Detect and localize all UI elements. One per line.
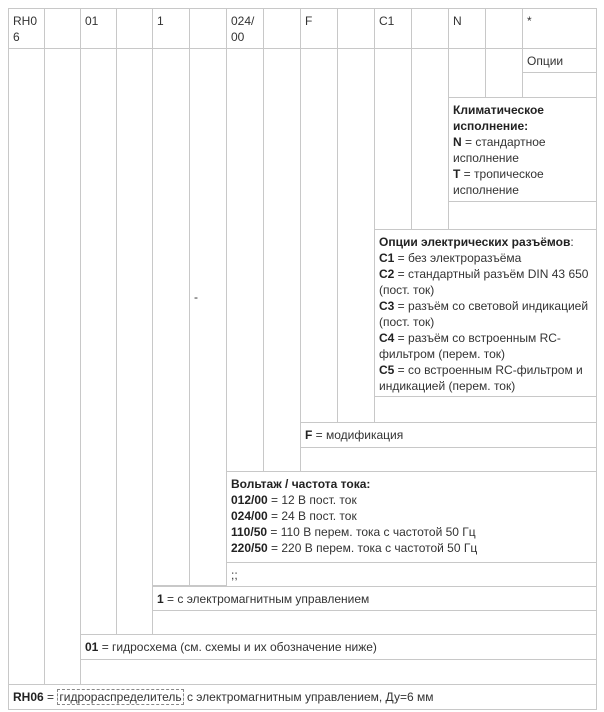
modification-text: = модификация <box>312 428 404 442</box>
electrical-item: C5 = со встроенным RC-фильтром и индикацией (перем. ток) <box>379 363 583 393</box>
climate-description <box>448 97 597 202</box>
header-cell-spacer-6 <box>411 8 449 49</box>
control-code-label: 1 <box>157 592 164 606</box>
hydro-code: 01 <box>85 14 99 28</box>
voltage-extra: ;; <box>231 568 238 582</box>
electrical-item: C2 = стандартный разъём DIN 43 650 (пост. ток) <box>379 267 589 297</box>
electrical-description <box>374 229 597 397</box>
control-text: = с электромагнитным управлением <box>163 592 370 606</box>
control-description <box>152 586 597 611</box>
voltage-title: Вольтаж / частота тока: <box>231 477 371 491</box>
hydro-text: = гидросхема (см. схемы и их обозначение ниже) <box>98 640 377 654</box>
connector-hydro-spacer <box>116 48 153 635</box>
header-cell-spacer-7 <box>485 8 523 49</box>
series-code: RH06 <box>13 14 38 44</box>
connector-hydro <box>80 48 117 635</box>
header-cell-options <box>522 8 597 49</box>
modification-code: F <box>305 14 313 28</box>
voltage-extra-cell <box>226 562 597 587</box>
voltage-code: 024/00 <box>231 14 255 44</box>
connector-electrical-spacer <box>411 48 449 230</box>
voltage-item: 110/50 = 110 В перем. тока с частотой 50 Гц <box>231 525 476 539</box>
electrical-title-line: Опции электрических разъёмов: <box>379 235 574 249</box>
electrical-item: C3 = разъём со световой индикацией (пост. ток) <box>379 299 589 329</box>
voltage-item: 012/00 = 12 В пост. ток <box>231 493 357 507</box>
voltage-item: 024/00 = 24 В пост. ток <box>231 509 357 523</box>
header-cell-hydro <box>80 8 117 49</box>
series-link[interactable]: гидрораспределитель <box>59 690 182 704</box>
climate-code: N <box>453 14 462 28</box>
options-blank-cell <box>522 72 597 98</box>
modification-description <box>300 422 597 448</box>
options-label-cell <box>522 48 597 73</box>
header-cell-climate <box>448 8 486 49</box>
connector-series <box>8 48 45 685</box>
header-cell-series <box>8 8 45 49</box>
series-code-label: RH06 <box>13 690 44 704</box>
connector-voltage-spacer <box>263 48 301 472</box>
electrical-title: Опции электрических разъёмов <box>379 235 571 249</box>
options-code: * <box>527 14 532 28</box>
header-cell-spacer-3 <box>189 8 227 49</box>
connector-climate-spacer <box>485 48 523 98</box>
header-cell-control <box>152 8 190 49</box>
electrical-blank-cell <box>374 396 597 423</box>
climate-title: Климатическое исполнение: <box>453 103 544 133</box>
separator-dash: - <box>194 290 198 304</box>
connector-separator <box>189 48 227 586</box>
modification-code-label: F <box>305 428 313 442</box>
hydro-description <box>80 634 597 660</box>
voltage-description <box>226 471 597 563</box>
header-cell-voltage <box>226 8 264 49</box>
header-cell-spacer-2 <box>116 8 153 49</box>
control-code: 1 <box>157 14 164 28</box>
header-cell-spacer-1 <box>44 8 81 49</box>
voltage-item: 220/50 = 220 В перем. тока с частотой 50 Гц <box>231 541 478 555</box>
climate-blank-cell <box>448 201 597 230</box>
connector-modification <box>300 48 338 423</box>
header-cell-modification <box>300 8 338 49</box>
connector-control <box>152 48 190 586</box>
electrical-item: C1 = без электроразъёма <box>379 251 522 265</box>
header-cell-spacer-5 <box>337 8 375 49</box>
connector-modification-spacer <box>337 48 375 423</box>
climate-item: T = тропическое исполнение <box>453 167 544 197</box>
connector-voltage <box>226 48 264 472</box>
header-cell-electrical <box>374 8 412 49</box>
series-text: с электромагнитным управлением, Ду=6 мм <box>183 690 434 704</box>
electrical-item: C4 = разъём со встроенным RC-фильтром (перем. ток) <box>379 331 561 361</box>
climate-item: N = стандартное исполнение <box>453 135 546 165</box>
header-cell-spacer-4 <box>263 8 301 49</box>
electrical-code: C1 <box>379 14 395 28</box>
hydro-blank-cell <box>80 659 597 685</box>
series-description <box>8 684 597 710</box>
control-blank-cell <box>152 610 597 635</box>
connector-climate <box>448 48 486 98</box>
hydro-code-label: 01 <box>85 640 99 654</box>
connector-series-spacer <box>44 48 81 685</box>
series-eq: = <box>43 690 58 704</box>
modification-blank-cell <box>300 447 597 472</box>
options-label: Опции <box>527 54 564 68</box>
connector-electrical <box>374 48 412 230</box>
